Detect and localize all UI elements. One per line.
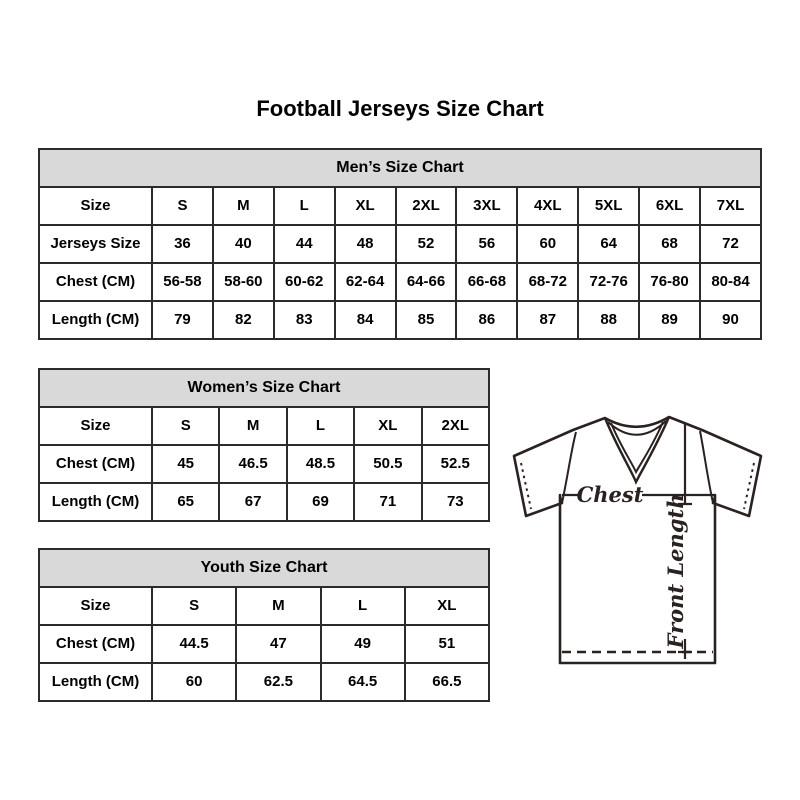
page-title: Football Jerseys Size Chart bbox=[256, 96, 544, 121]
value-cell: 67 bbox=[219, 483, 286, 521]
mens-size-chart-table bbox=[38, 148, 762, 340]
value-cell: 45 bbox=[152, 445, 219, 483]
value-cell: 80-84 bbox=[700, 263, 761, 301]
value-cell: 2XL bbox=[422, 407, 489, 445]
value-cell: 2XL bbox=[396, 187, 457, 225]
value-cell: 5XL bbox=[578, 187, 639, 225]
value-cell: 64-66 bbox=[396, 263, 457, 301]
value-cell: 76-80 bbox=[639, 263, 700, 301]
value-cell: 46.5 bbox=[219, 445, 286, 483]
value-cell: 51 bbox=[405, 625, 489, 663]
value-cell: 62.5 bbox=[236, 663, 320, 701]
row-label-cell: Size bbox=[39, 407, 152, 445]
row-label-cell: Length (CM) bbox=[39, 483, 152, 521]
size-table bbox=[38, 548, 490, 702]
row-label-cell: Length (CM) bbox=[39, 301, 152, 339]
table-row bbox=[39, 225, 761, 263]
table-header-row bbox=[39, 549, 489, 587]
value-cell: M bbox=[219, 407, 286, 445]
value-cell: 65 bbox=[152, 483, 219, 521]
table-row bbox=[39, 187, 761, 225]
value-cell: 44.5 bbox=[152, 625, 236, 663]
value-cell: 88 bbox=[578, 301, 639, 339]
value-cell: 48 bbox=[335, 225, 396, 263]
jersey-outline-shape bbox=[514, 417, 761, 663]
table-row bbox=[39, 663, 489, 701]
value-cell: 4XL bbox=[517, 187, 578, 225]
right-sleeve-seam bbox=[700, 431, 713, 503]
row-label-cell: Chest (CM) bbox=[39, 625, 152, 663]
value-cell: 52 bbox=[396, 225, 457, 263]
youth-size-chart-table bbox=[38, 548, 490, 702]
table-header-row bbox=[39, 369, 489, 407]
value-cell: 56 bbox=[456, 225, 517, 263]
table-row bbox=[39, 263, 761, 301]
table-row bbox=[39, 445, 489, 483]
row-label-cell: Jerseys Size bbox=[39, 225, 152, 263]
value-cell: 36 bbox=[152, 225, 213, 263]
jersey-measurement-diagram bbox=[505, 403, 770, 675]
value-cell: 84 bbox=[335, 301, 396, 339]
value-cell: 73 bbox=[422, 483, 489, 521]
row-label-cell: Chest (CM) bbox=[39, 263, 152, 301]
value-cell: S bbox=[152, 587, 236, 625]
value-cell: 60-62 bbox=[274, 263, 335, 301]
value-cell: 90 bbox=[700, 301, 761, 339]
row-label-cell: Chest (CM) bbox=[39, 445, 152, 483]
value-cell: 87 bbox=[517, 301, 578, 339]
value-cell: 49 bbox=[321, 625, 405, 663]
value-cell: 66.5 bbox=[405, 663, 489, 701]
table-title: Youth Size Chart bbox=[39, 549, 489, 587]
value-cell: 64.5 bbox=[321, 663, 405, 701]
value-cell: 47 bbox=[236, 625, 320, 663]
table-header-row bbox=[39, 149, 761, 187]
value-cell: S bbox=[152, 407, 219, 445]
value-cell: M bbox=[236, 587, 320, 625]
value-cell: 52.5 bbox=[422, 445, 489, 483]
value-cell: 72-76 bbox=[578, 263, 639, 301]
value-cell: 86 bbox=[456, 301, 517, 339]
table-title: Men’s Size Chart bbox=[39, 149, 761, 187]
value-cell: 48.5 bbox=[287, 445, 354, 483]
value-cell: 56-58 bbox=[152, 263, 213, 301]
value-cell: L bbox=[287, 407, 354, 445]
table-row bbox=[39, 587, 489, 625]
value-cell: 50.5 bbox=[354, 445, 421, 483]
chest-label: Chest bbox=[576, 482, 644, 507]
row-label-cell: Length (CM) bbox=[39, 663, 152, 701]
value-cell: L bbox=[321, 587, 405, 625]
table-row bbox=[39, 625, 489, 663]
row-label-cell: Size bbox=[39, 187, 152, 225]
size-table bbox=[38, 368, 490, 522]
left-sleeve-seam bbox=[562, 432, 576, 503]
value-cell: 3XL bbox=[456, 187, 517, 225]
value-cell: 6XL bbox=[639, 187, 700, 225]
value-cell: 68-72 bbox=[517, 263, 578, 301]
value-cell: 44 bbox=[274, 225, 335, 263]
row-label-cell: Size bbox=[39, 587, 152, 625]
value-cell: XL bbox=[335, 187, 396, 225]
value-cell: 69 bbox=[287, 483, 354, 521]
front-length-label: Front Length bbox=[663, 493, 688, 649]
value-cell: XL bbox=[405, 587, 489, 625]
value-cell: 71 bbox=[354, 483, 421, 521]
womens-size-chart-table bbox=[38, 368, 490, 522]
value-cell: XL bbox=[354, 407, 421, 445]
value-cell: 58-60 bbox=[213, 263, 274, 301]
value-cell: L bbox=[274, 187, 335, 225]
value-cell: 83 bbox=[274, 301, 335, 339]
table-row bbox=[39, 483, 489, 521]
value-cell: 72 bbox=[700, 225, 761, 263]
value-cell: 60 bbox=[152, 663, 236, 701]
table-row bbox=[39, 301, 761, 339]
value-cell: 62-64 bbox=[335, 263, 396, 301]
value-cell: 7XL bbox=[700, 187, 761, 225]
value-cell: 64 bbox=[578, 225, 639, 263]
value-cell: 79 bbox=[152, 301, 213, 339]
value-cell: 60 bbox=[517, 225, 578, 263]
value-cell: 68 bbox=[639, 225, 700, 263]
size-table bbox=[38, 148, 762, 340]
value-cell: 40 bbox=[213, 225, 274, 263]
value-cell: M bbox=[213, 187, 274, 225]
table-title: Women’s Size Chart bbox=[39, 369, 489, 407]
value-cell: S bbox=[152, 187, 213, 225]
value-cell: 82 bbox=[213, 301, 274, 339]
table-row bbox=[39, 407, 489, 445]
value-cell: 66-68 bbox=[456, 263, 517, 301]
value-cell: 89 bbox=[639, 301, 700, 339]
value-cell: 85 bbox=[396, 301, 457, 339]
